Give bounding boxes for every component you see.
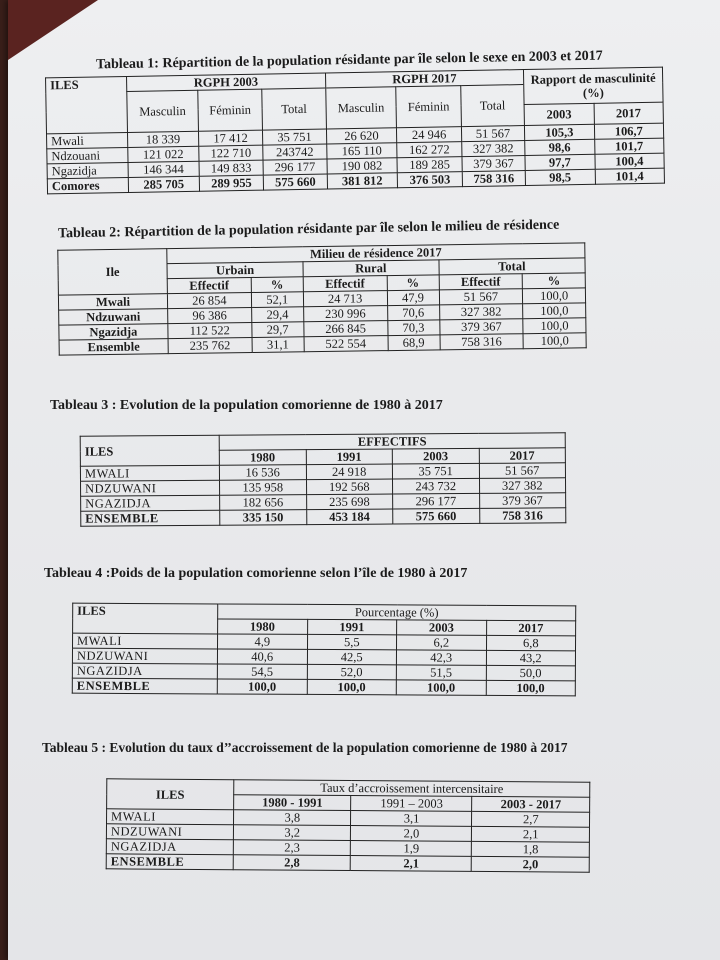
- page-fold-shadow: [8, 0, 98, 60]
- cell: 100,4: [594, 153, 664, 169]
- cell: 243 732: [392, 478, 479, 494]
- row-label: Ensemble: [59, 339, 168, 356]
- cell: 327 382: [479, 478, 566, 494]
- t3-header-year: 1980: [219, 450, 306, 466]
- cell: 289 955: [199, 175, 264, 191]
- t1-header-ratio-2017: 2017: [594, 102, 664, 124]
- t1-header-rgph2017: RGPH 2017: [325, 70, 524, 88]
- cell: 51,5: [396, 665, 486, 680]
- table2: [57, 242, 586, 355]
- t1-header-masc-2003: Masculin: [127, 90, 198, 132]
- row-label: Mwali: [58, 294, 167, 311]
- cell: 51 567: [461, 126, 524, 142]
- cell: 29,7: [252, 322, 304, 338]
- cell: 31,1: [252, 337, 304, 353]
- t2-header-eff: Effectif: [439, 274, 523, 290]
- cell: 51 567: [479, 463, 566, 479]
- t2-header-pct: %: [522, 273, 585, 289]
- table2-title: Tableau 2: Répartition de la population résidante par île selon le milieu de résidence: [57, 217, 560, 242]
- cell: 379 367: [479, 493, 566, 509]
- t4-header-pourcentage: Pourcentage (%): [218, 604, 576, 621]
- cell: 335 150: [220, 510, 307, 526]
- cell: 96 386: [168, 307, 252, 323]
- cell: 100,0: [523, 303, 586, 319]
- t4-header-iles: ILES: [73, 603, 218, 634]
- cell: 105,3: [525, 124, 595, 140]
- t3-header-iles: ILES: [80, 435, 219, 466]
- cell: 106,7: [594, 123, 664, 139]
- cell: 52,1: [251, 292, 303, 308]
- cell: 235 762: [168, 337, 252, 353]
- t1-header-total-2017: Total: [461, 85, 525, 127]
- cell: 42,5: [307, 649, 397, 664]
- cell: 2,8: [233, 855, 351, 871]
- cell: 522 554: [304, 336, 388, 352]
- cell: 101,7: [594, 138, 664, 154]
- t1-header-rapport: Rapport de masculinité (%): [524, 67, 664, 104]
- cell: 17 412: [198, 130, 263, 146]
- row-label: MWALI: [73, 633, 218, 649]
- cell: 296 177: [263, 159, 326, 175]
- t2-header-pct: %: [251, 277, 303, 293]
- cell: 379 367: [439, 319, 523, 335]
- cell: 162 272: [397, 142, 462, 158]
- cell: 243742: [263, 144, 326, 160]
- cell: 189 285: [397, 157, 462, 173]
- t3-header-year: 1991: [306, 449, 393, 465]
- cell: 112 522: [168, 322, 252, 338]
- table4: [72, 603, 576, 697]
- row-label: Ndzuwani: [59, 309, 168, 326]
- cell: 3,8: [234, 810, 352, 826]
- row-label: NGAZIDJA: [81, 495, 220, 511]
- cell: 758 316: [440, 334, 524, 350]
- cell: 2,3: [233, 840, 351, 856]
- t2-header-eff: Effectif: [167, 277, 251, 293]
- cell: 47,9: [387, 290, 439, 306]
- cell: 327 382: [462, 141, 525, 157]
- cell: 2,1: [351, 856, 472, 872]
- row-label: Ndzouani: [47, 147, 128, 163]
- cell: 97,7: [525, 154, 595, 170]
- row-label: NGAZIDJA: [106, 839, 233, 855]
- table4-title: Tableau 4 :Poids de la population comorienne selon l’île de 1980 à 2017: [44, 566, 468, 581]
- cell: 266 845: [304, 321, 388, 337]
- cell: 4,9: [218, 634, 308, 649]
- row-label: NDZUWANI: [81, 480, 220, 496]
- table1: [45, 67, 665, 195]
- cell: 6,8: [486, 635, 576, 650]
- cell: 52,0: [307, 664, 397, 679]
- cell: 24 946: [397, 127, 462, 143]
- cell: 18 339: [127, 131, 198, 147]
- cell: 98,6: [525, 139, 595, 155]
- cell: 165 110: [326, 143, 397, 159]
- cell: 100,0: [396, 680, 486, 695]
- cell: 379 367: [462, 156, 525, 172]
- cell: 26 620: [326, 128, 397, 144]
- cell: 5,5: [307, 634, 397, 649]
- t2-header-milieu: Milieu de résidence 2017: [167, 243, 585, 264]
- cell: 70,6: [387, 305, 439, 321]
- t5-header-iles: ILES: [107, 779, 234, 810]
- t2-header-pct: %: [387, 275, 439, 291]
- cell: 35 751: [263, 129, 326, 145]
- cell: 2,0: [472, 856, 590, 872]
- row-label: MWALI: [80, 465, 219, 481]
- t3-header-year: 2003: [392, 448, 479, 464]
- t3-header-year: 2017: [479, 448, 566, 464]
- cell: 101,4: [595, 168, 665, 184]
- table-row-total: [106, 854, 589, 872]
- t2-header-rural: Rural: [303, 260, 439, 277]
- row-label: Ngazidja: [59, 324, 168, 341]
- table-row-total: [72, 678, 575, 696]
- t4-header-year: 2017: [486, 620, 576, 635]
- cell: 26 854: [167, 292, 251, 308]
- row-label: NGAZIDJA: [72, 663, 217, 679]
- cell: 29,4: [251, 307, 303, 323]
- cell: 100,0: [523, 288, 586, 304]
- document-page: [8, 0, 720, 960]
- cell: 16 536: [219, 465, 306, 481]
- table-row-total: [81, 508, 566, 526]
- cell: 327 382: [439, 304, 523, 320]
- cell: 192 568: [306, 479, 393, 495]
- row-label: NDZUWANI: [106, 824, 233, 840]
- row-label: Ngazidja: [47, 162, 128, 178]
- t1-header-masc-2017: Masculin: [325, 87, 396, 129]
- cell: 453 184: [306, 509, 393, 525]
- t1-header-total-2003: Total: [262, 88, 326, 130]
- row-label: ENSEMBLE: [106, 854, 233, 870]
- cell: 146 344: [128, 161, 199, 177]
- cell: 70,3: [387, 320, 439, 336]
- cell: 190 082: [327, 158, 398, 174]
- cell: 230 996: [303, 306, 387, 322]
- t5-header-period: 2003 - 2017: [472, 796, 590, 812]
- cell: 235 698: [306, 494, 393, 510]
- cell: 54,5: [217, 664, 307, 679]
- cell: 376 503: [398, 172, 463, 188]
- cell: 68,9: [388, 335, 440, 351]
- t1-header-fem-2003: Féminin: [198, 89, 263, 131]
- table5-title: Tableau 5 : Evolution du taux d’’accroissement de la population comorienne de 1980 à 2017: [42, 740, 568, 755]
- cell: 100,0: [217, 679, 307, 694]
- cell: 296 177: [393, 493, 480, 509]
- cell: 575 660: [264, 174, 327, 190]
- cell: 24 713: [303, 291, 387, 307]
- cell: 43,2: [486, 650, 576, 665]
- t4-header-year: 1991: [307, 619, 397, 634]
- cell: 122 710: [199, 145, 264, 161]
- row-label: NDZUWANI: [72, 648, 217, 664]
- cell: 285 705: [128, 176, 199, 192]
- t4-header-year: 1980: [218, 619, 308, 634]
- cell: 2,7: [472, 811, 590, 827]
- t4-header-year: 2003: [397, 620, 487, 635]
- row-label: Mwali: [47, 132, 128, 148]
- cell: 51 567: [439, 289, 523, 305]
- cell: 381 812: [327, 173, 398, 189]
- t5-header-taux: Taux d’accroissement intercensitaire: [234, 780, 590, 797]
- cell: 3,1: [351, 811, 472, 827]
- cell: 1,8: [472, 841, 590, 857]
- cell: 2,1: [472, 826, 590, 842]
- cell: 6,2: [396, 635, 486, 650]
- cell: 149 833: [199, 160, 264, 176]
- t5-header-period: 1991 – 2003: [351, 796, 472, 812]
- t2-header-eff: Effectif: [303, 276, 387, 292]
- cell: 50,0: [486, 665, 576, 680]
- t1-header-ratio-2003: 2003: [524, 103, 594, 125]
- row-label: ENSEMBLE: [72, 678, 217, 694]
- row-label: ENSEMBLE: [81, 510, 220, 526]
- cell: 100,0: [523, 318, 586, 334]
- cell: 35 751: [392, 463, 479, 479]
- cell: 100,0: [523, 333, 586, 349]
- t2-header-ile: Ile: [58, 249, 168, 296]
- cell: 575 660: [393, 508, 480, 524]
- t5-header-period: 1980 - 1991: [234, 795, 352, 811]
- cell: 24 918: [306, 464, 393, 480]
- row-label: MWALI: [107, 809, 234, 825]
- table5: [106, 778, 591, 872]
- cell: 3,2: [233, 825, 351, 841]
- cell: 758 316: [479, 508, 566, 524]
- t2-header-urbain: Urbain: [167, 262, 303, 279]
- table3-title: Tableau 3 : Evolution de la population comorienne de 1980 à 2017: [50, 398, 443, 413]
- cell: 121 022: [128, 146, 199, 162]
- t2-header-total: Total: [439, 258, 586, 275]
- t1-header-rgph2003: RGPH 2003: [127, 73, 326, 91]
- cell: 98,5: [525, 169, 595, 185]
- cell: 1,9: [351, 841, 472, 857]
- table3: [80, 432, 567, 526]
- table1-title: Tableau 1: Répartition de la population résidante par île selon le sexe en 2003 et 2017: [95, 48, 603, 73]
- cell: 100,0: [486, 680, 576, 695]
- cell: 758 316: [462, 171, 525, 187]
- cell: 2,0: [351, 826, 472, 842]
- cell: 100,0: [307, 679, 397, 694]
- t3-header-effectifs: EFFECTIFS: [219, 433, 565, 450]
- t1-header-fem-2017: Féminin: [396, 86, 461, 128]
- cell: 40,6: [217, 649, 307, 664]
- row-label: Comores: [47, 177, 128, 193]
- cell: 135 958: [220, 480, 307, 496]
- cell: 182 656: [220, 495, 307, 511]
- t1-header-iles: ILES: [46, 76, 128, 133]
- cell: 42,3: [396, 650, 486, 665]
